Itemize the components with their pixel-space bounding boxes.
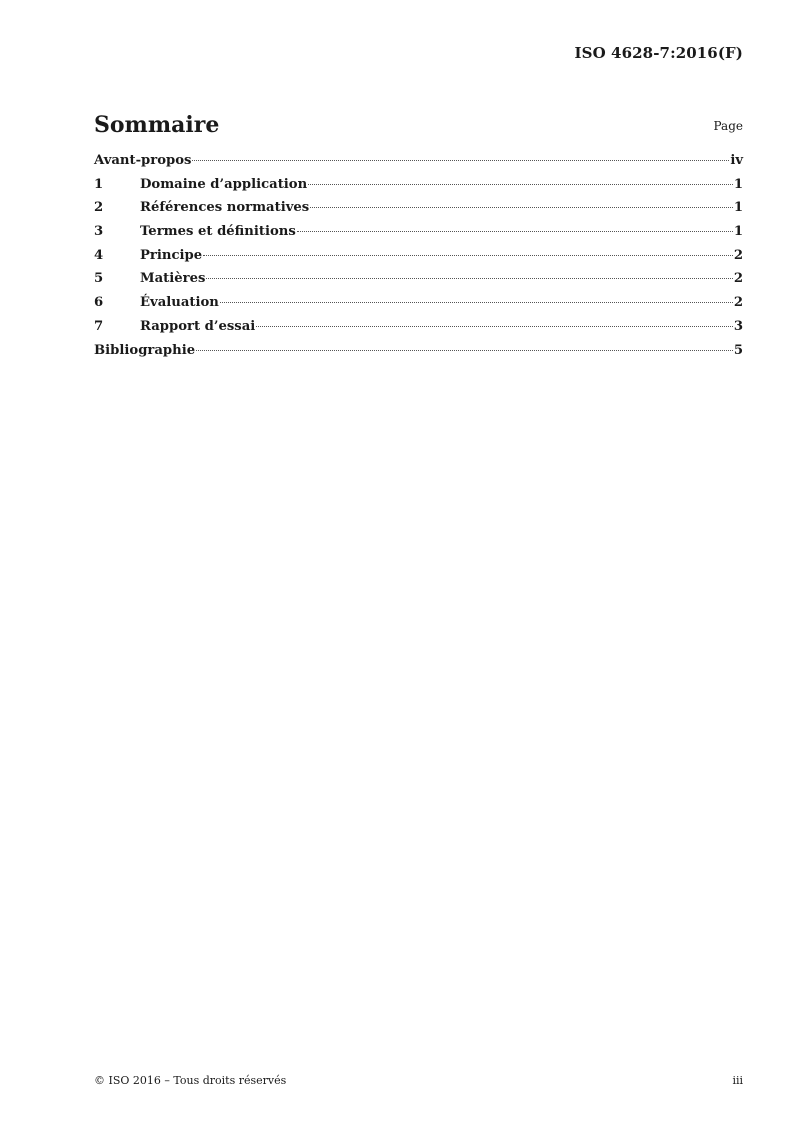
toc-entry-domaine-application[interactable] bbox=[94, 177, 743, 201]
toc-entry-label: Bibliographie bbox=[94, 342, 196, 358]
dot-leader bbox=[256, 326, 733, 327]
toc-entry-page: 1 bbox=[733, 176, 743, 192]
toc-entry-page: 2 bbox=[733, 271, 743, 287]
dot-leader bbox=[308, 184, 733, 185]
dot-leader bbox=[203, 255, 733, 256]
toc-entry-number: 5 bbox=[94, 271, 104, 287]
toc-entry-principe[interactable] bbox=[94, 248, 743, 272]
toc-entry-page: 1 bbox=[733, 224, 743, 240]
toc-entry-label: Matières bbox=[140, 271, 206, 287]
dot-leader bbox=[220, 302, 733, 303]
toc-entry-label: Avant-propos bbox=[94, 153, 192, 168]
dot-leader bbox=[297, 231, 733, 232]
table-of-contents bbox=[94, 153, 743, 366]
dot-leader bbox=[310, 207, 733, 208]
toc-entry-number: 7 bbox=[94, 318, 104, 334]
toc-entry-page: 3 bbox=[733, 318, 743, 334]
toc-entry-label: Termes et définitions bbox=[140, 224, 296, 240]
footer-page-number: iii bbox=[732, 1074, 743, 1087]
toc-entry-label: Références normatives bbox=[140, 200, 310, 216]
toc-entry-number: 2 bbox=[94, 200, 104, 216]
page-column-label: Page bbox=[713, 119, 743, 133]
toc-entry-page: 2 bbox=[733, 295, 743, 311]
toc-entry-matieres[interactable] bbox=[94, 271, 743, 295]
toc-entry-evaluation[interactable] bbox=[94, 295, 743, 319]
dot-leader bbox=[196, 350, 733, 351]
toc-entry-label: Domaine d’application bbox=[140, 176, 308, 192]
toc-entry-rapport-essai[interactable] bbox=[94, 319, 743, 343]
toc-entry-bibliographie[interactable] bbox=[94, 343, 743, 367]
toc-header bbox=[94, 110, 743, 140]
toc-entry-number: 1 bbox=[94, 176, 104, 192]
toc-entry-label: Rapport d’essai bbox=[140, 318, 256, 334]
toc-entry-number: 4 bbox=[94, 247, 104, 263]
toc-entry-number: 3 bbox=[94, 224, 104, 240]
dot-leader bbox=[192, 160, 729, 161]
toc-entry-references-normatives[interactable] bbox=[94, 200, 743, 224]
toc-entry-label: Évaluation bbox=[140, 295, 219, 311]
footer-copyright: © ISO 2016 – Tous droits réservés bbox=[94, 1074, 287, 1087]
toc-entry-page: 2 bbox=[733, 247, 743, 263]
toc-entry-label: Principe bbox=[140, 247, 203, 263]
toc-entry-termes-definitions[interactable] bbox=[94, 224, 743, 248]
toc-entry-page: iv bbox=[730, 153, 743, 168]
document-identifier: ISO 4628-7:2016(F) bbox=[574, 44, 743, 62]
dot-leader bbox=[206, 278, 732, 279]
toc-entry-avant-propos[interactable] bbox=[94, 153, 743, 177]
toc-entry-page: 1 bbox=[733, 200, 743, 216]
toc-entry-number: 6 bbox=[94, 295, 104, 311]
toc-title: Sommaire bbox=[94, 112, 220, 138]
toc-entry-page: 5 bbox=[733, 342, 743, 358]
